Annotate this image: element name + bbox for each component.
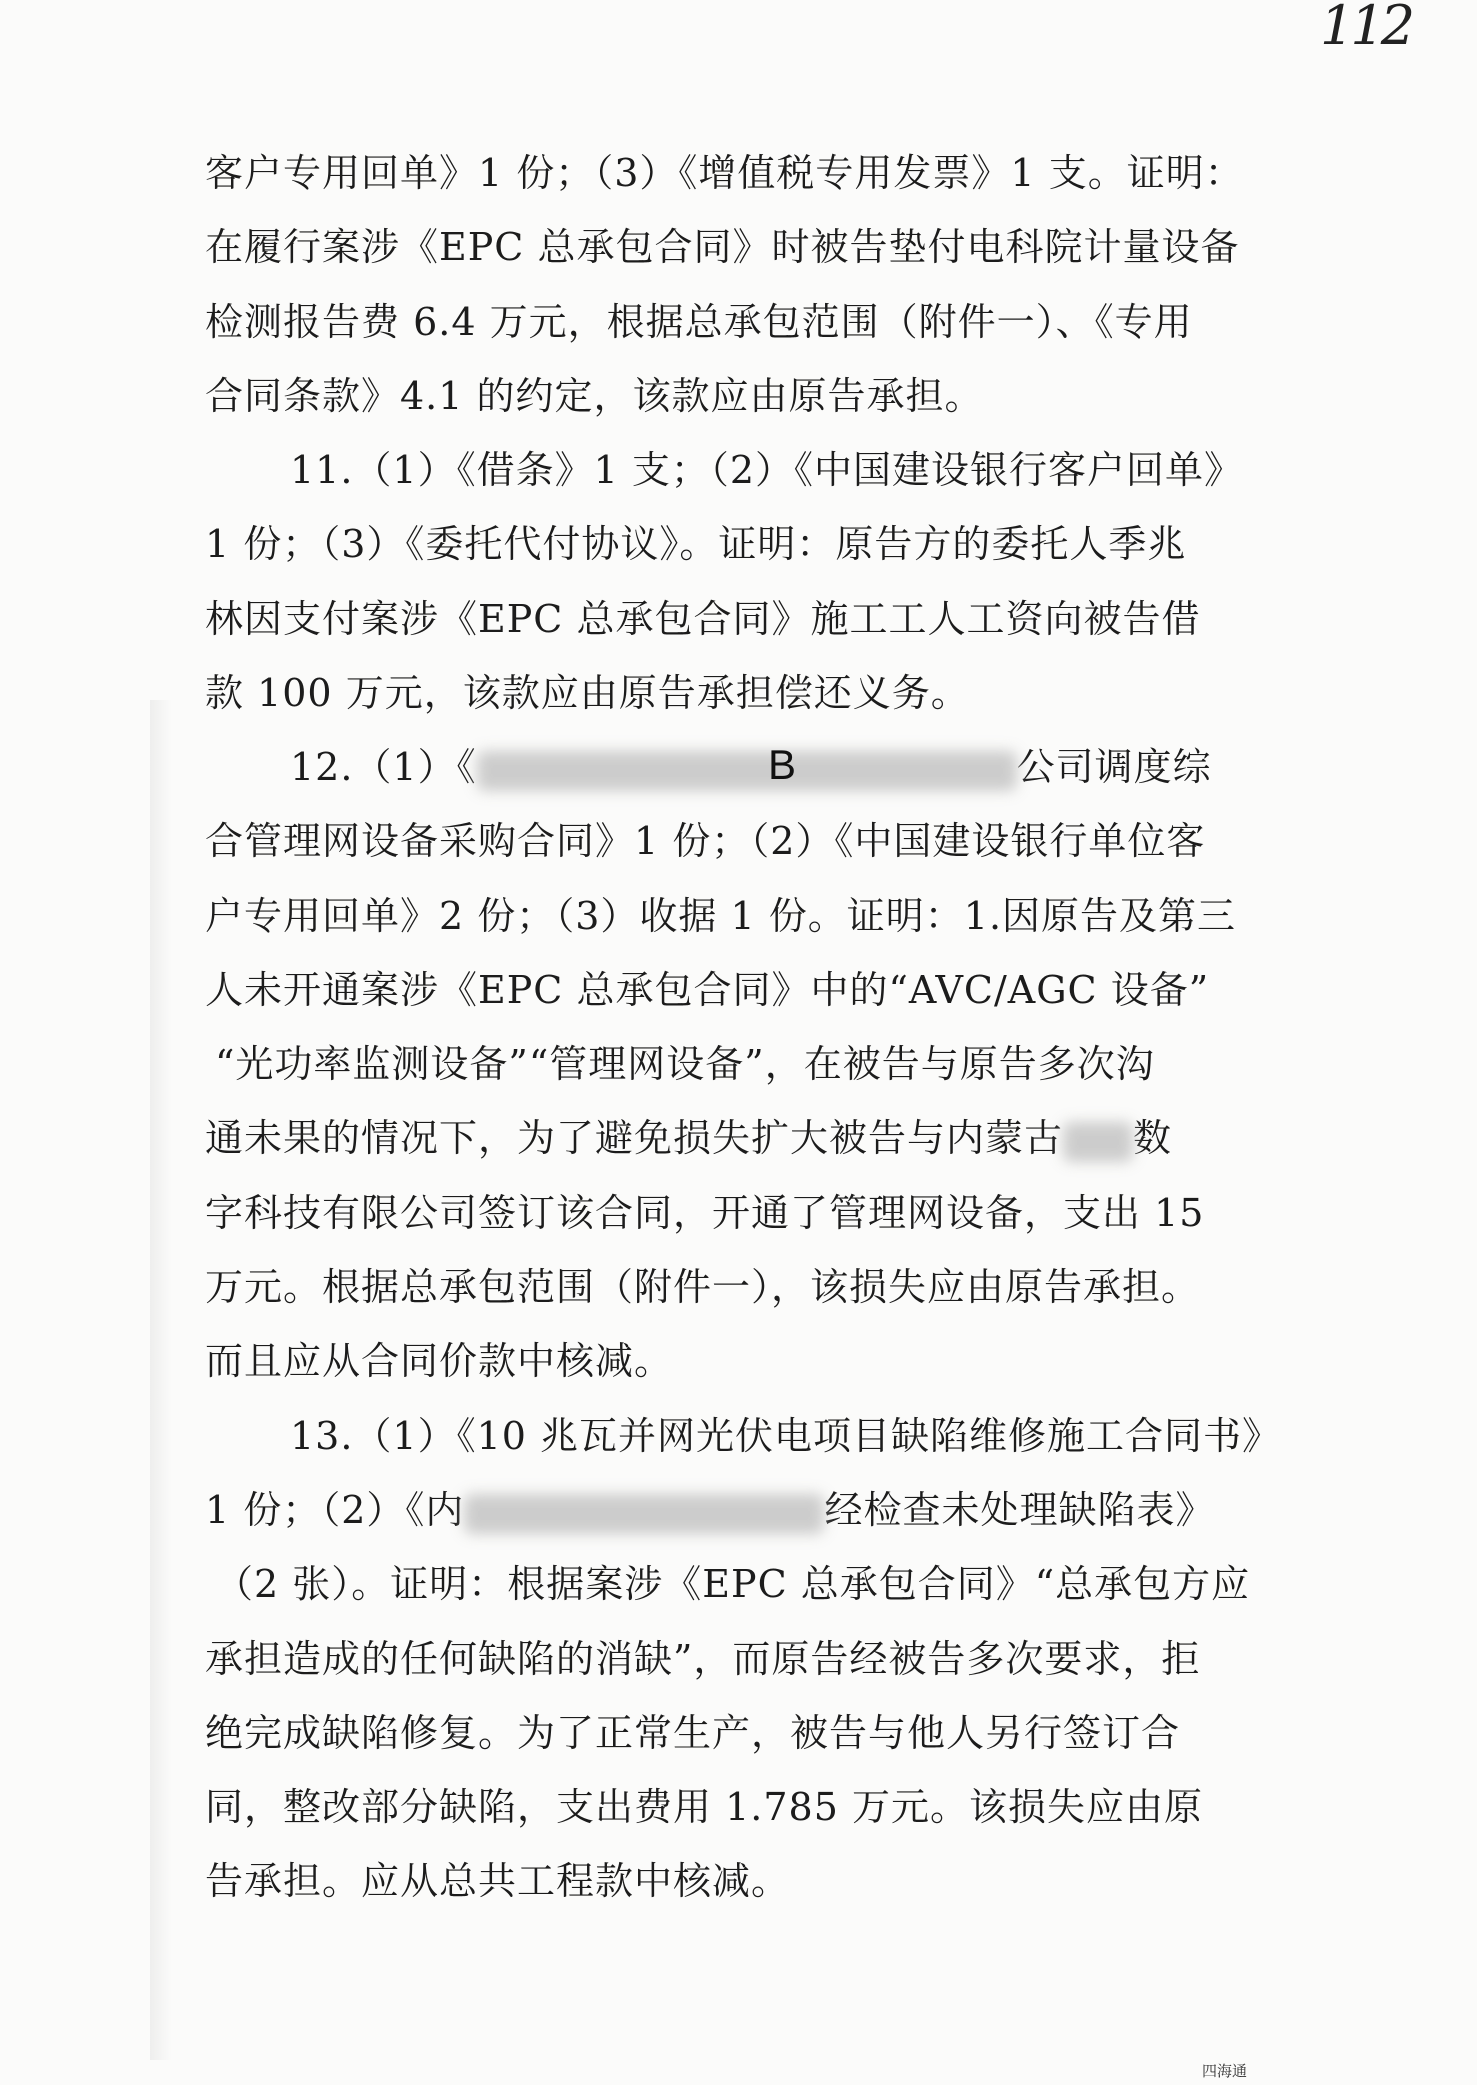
item-12-line-1-end: 公司调度综 [1016, 745, 1212, 789]
item-12-line-9: 而且应从合同价款中核减。 [205, 1339, 674, 1383]
item-11-line-4: 款 100 万元，该款应由原告承担偿还义务。 [205, 671, 970, 715]
item-11-line-3: 林因支付案涉《EPC 总承包合同》施工工人工资向被告借 [205, 597, 1201, 641]
item-13-line-4: 承担造成的任何缺陷的消缺”，而原告经被告多次要求，拒 [205, 1637, 1201, 1681]
item-12-line-3: 户专用回单》2 份；（3）收据 1 份。证明：1.因原告及第三 [205, 894, 1237, 938]
item-12-line-4: 人未开通案涉《EPC 总承包合同》中的“AVC/AGC 设备” [205, 968, 1210, 1012]
item-13-line-3: （2 张）。证明：根据案涉《EPC 总承包合同》“总承包方应 [215, 1562, 1251, 1606]
item-12-line-2: 合管理网设备采购合同》1 份；（2）《中国建设银行单位客 [205, 819, 1206, 863]
item-13-line-2-end: 经检查未处理缺陷表》 [824, 1488, 1215, 1532]
text-line-1: 客户专用回单》1 份；（3）《增值税专用发票》1 支。证明： [205, 151, 1244, 195]
text-line-2: 在履行案涉《EPC 总承包合同》时被告垫付电科院计量设备 [205, 225, 1240, 269]
item-12-line-7: 字科技有限公司签订该合同，开通了管理网设备，支出 15 [205, 1191, 1205, 1235]
item-13-line-2 [205, 1477, 1214, 1543]
item-13-line-5: 绝完成缺陷修复。为了正常生产，被告与他人另行签订合 [205, 1711, 1181, 1755]
item-13-line-1: 13.（1）《10 兆瓦并网光伏电项目缺陷维修施工合同书》 [290, 1414, 1282, 1458]
item-13-line-6: 同，整改部分缺陷，支出费用 1.785 万元。该损失应由原 [205, 1785, 1203, 1829]
item-12-line-1-start: 12.（1）《 [290, 745, 477, 789]
footer-stamp: 四海通 [1202, 2062, 1248, 2080]
scan-shadow [150, 700, 172, 2060]
item-13-line-2-start: 1 份；（2）《内 [205, 1488, 465, 1532]
item-12-line-6-end: 数 [1133, 1116, 1173, 1160]
item-11-line-2: 1 份；（3）《委托代付协议》。证明：原告方的委托人季兆 [205, 522, 1187, 566]
page-number-handwritten: 112 [1320, 0, 1412, 57]
text-line-4: 合同条款》4.1 的约定，该款应由原告承担。 [205, 374, 984, 418]
item-13-line-7: 告承担。应从总共工程款中核减。 [205, 1859, 791, 1903]
redaction-blur [464, 1494, 824, 1534]
redaction-blur [477, 751, 1017, 791]
item-12-line-6-start: 通未果的情况下，为了避免损失扩大被告与内蒙古 [205, 1116, 1064, 1160]
redaction-label: B [768, 741, 797, 788]
item-12-line-6 [205, 1105, 1172, 1171]
item-11-line-1: 11.（1）《借条》1 支；（2）《中国建设银行客户回单》 [290, 448, 1244, 492]
item-12-line-1 [290, 734, 1212, 800]
text-line-3: 检测报告费 6.4 万元，根据总承包范围（附件一）、《专用 [205, 300, 1193, 344]
item-12-line-5: “光功率监测设备”“管理网设备”，在被告与原告多次沟 [215, 1042, 1155, 1086]
redaction-blur [1063, 1122, 1133, 1162]
item-12-line-8: 万元。根据总承包范围（附件一），该损失应由原告承担。 [205, 1265, 1201, 1309]
